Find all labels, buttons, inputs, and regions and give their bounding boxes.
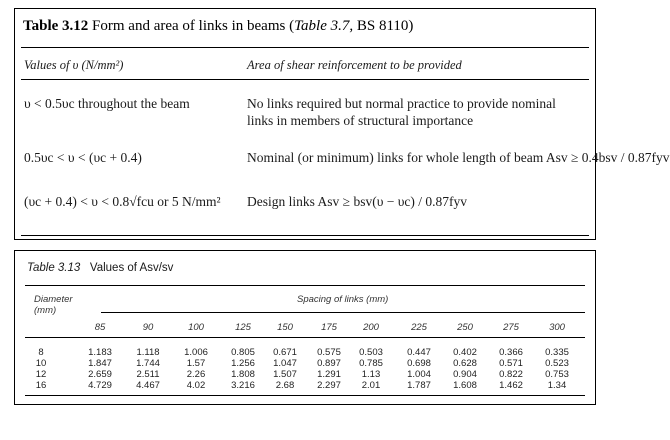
- table-cell: 1.256: [231, 358, 255, 369]
- spacing-header-100: 100: [188, 322, 204, 333]
- table-cell: 1.183: [88, 347, 112, 358]
- table-cell: 0.822: [499, 369, 523, 380]
- table-3-13-caption: [27, 262, 173, 274]
- table-cell: 4.729: [88, 380, 112, 391]
- table-cell: 0.523: [545, 358, 569, 369]
- table-3-12: [14, 8, 670, 240]
- spacing-header-250: 250: [457, 322, 473, 333]
- table-cell: 2.511: [136, 369, 160, 380]
- table-cell: 4.02: [186, 380, 206, 391]
- table-cell: 1.291: [317, 369, 341, 380]
- table-cell: 0.671: [273, 347, 297, 358]
- table-cell: 2.297: [317, 380, 341, 391]
- diameter-10: 10: [35, 358, 47, 369]
- table-cell: 1.57: [186, 358, 206, 369]
- rule-header: [21, 79, 589, 80]
- table-3-12-caption: [23, 18, 413, 35]
- table-cell: 1.006: [184, 347, 208, 358]
- row3-provision: [247, 193, 467, 210]
- row1-condition: υ < 0.5υc throughout the beam: [24, 96, 190, 111]
- table-3-12-ref-prefix: (: [289, 18, 295, 34]
- table-cell: 0.753: [545, 369, 569, 380]
- spacing-header-300: 300: [549, 322, 565, 333]
- table-cell: 0.503: [359, 347, 383, 358]
- table-cell: 1.047: [273, 358, 297, 369]
- row1-provision: No links required but normal practice to provide nominal links in members of structural importance: [247, 96, 556, 128]
- row2-provision: [247, 149, 670, 166]
- table-3-13: [14, 250, 596, 405]
- header-values-of-v: Values of υ (N/mm²): [24, 58, 124, 72]
- table-3-12-ref-italic: Table 3.7,: [294, 18, 354, 34]
- diameter-header-line1: Diameter: [34, 294, 73, 305]
- table-cell: 0.571: [499, 358, 523, 369]
- table-cell: 1.507: [273, 369, 297, 380]
- header-area-of-shear: Area of shear reinforcement to be provided: [247, 58, 462, 72]
- table-cell: 0.628: [453, 358, 477, 369]
- spacing-header-275: 275: [503, 322, 519, 333]
- table-cell: 2.659: [88, 369, 112, 380]
- table-cell: 2.01: [361, 380, 381, 391]
- table-cell: 0.785: [359, 358, 383, 369]
- rule-313-bottom: [25, 395, 585, 396]
- table-cell: 0.335: [545, 347, 569, 358]
- table-3-12-label: Table 3.12: [23, 18, 89, 34]
- table-3-13-title: Values of Asv/sv: [89, 262, 174, 274]
- row2-provision-formula: Asv ≥ 0.4bsv / 0.87fyv: [545, 150, 670, 165]
- row3-provision-text: Design links: [247, 194, 315, 209]
- table-cell: 1.462: [499, 380, 523, 391]
- table-cell: 0.575: [317, 347, 341, 358]
- row3-provision-formula: Asv ≥ bsv(υ − υc) / 0.87fyv: [317, 194, 468, 209]
- table-cell: 2.26: [186, 369, 206, 380]
- rule-spacing: [101, 312, 585, 313]
- rule-313-header: [25, 337, 585, 338]
- table-cell: 1.004: [407, 369, 431, 380]
- spacing-header-125: 125: [235, 322, 251, 333]
- table-cell: 0.897: [317, 358, 341, 369]
- table-3-12-ref-suffix: BS 8110): [353, 18, 414, 34]
- table-cell: 1.34: [547, 380, 567, 391]
- table-cell: 0.698: [407, 358, 431, 369]
- table-cell: 2.68: [275, 380, 295, 391]
- table-cell: 3.216: [231, 380, 255, 391]
- spacing-header-150: 150: [277, 322, 293, 333]
- rule-top: [21, 47, 589, 48]
- rule-bottom: [21, 235, 589, 236]
- table-cell: 1.118: [136, 347, 160, 358]
- table-cell: 1.787: [407, 380, 431, 391]
- spacing-header-225: 225: [411, 322, 427, 333]
- spacing-header-175: 175: [321, 322, 337, 333]
- table-cell: 1.847: [88, 358, 112, 369]
- diameter-12: 12: [35, 369, 47, 380]
- spacing-header-90: 90: [142, 322, 154, 333]
- diameter-16: 16: [35, 380, 47, 391]
- table-cell: 0.447: [407, 347, 431, 358]
- diameter-8: 8: [38, 347, 44, 358]
- table-cell: 1.608: [453, 380, 477, 391]
- rule-313-top: [25, 285, 585, 286]
- spacing-header-200: 200: [363, 322, 379, 333]
- row2-provision-text: Nominal (or minimum) links for whole length of beam: [247, 150, 544, 165]
- table-cell: 0.904: [453, 369, 477, 380]
- diameter-header-line2: (mm): [34, 305, 57, 316]
- table-cell: 0.402: [453, 347, 477, 358]
- row2-condition: 0.5υc < υ < (υc + 0.4): [24, 150, 142, 165]
- spacing-header-85: 85: [94, 322, 106, 333]
- table-cell: 0.805: [231, 347, 255, 358]
- table-3-13-label: Table 3.13: [27, 262, 81, 274]
- diameter-header: [34, 294, 73, 316]
- table-cell: 1.808: [231, 369, 255, 380]
- table-cell: 1.744: [136, 358, 160, 369]
- table-3-12-title: Form and area of links in beams: [92, 18, 286, 34]
- table-cell: 1.13: [361, 369, 381, 380]
- table-cell: 0.366: [499, 347, 523, 358]
- spacing-header: Spacing of links (mm): [297, 294, 389, 305]
- table-cell: 4.467: [136, 380, 160, 391]
- row3-condition: (υc + 0.4) < υ < 0.8√fcu or 5 N/mm²: [24, 194, 221, 209]
